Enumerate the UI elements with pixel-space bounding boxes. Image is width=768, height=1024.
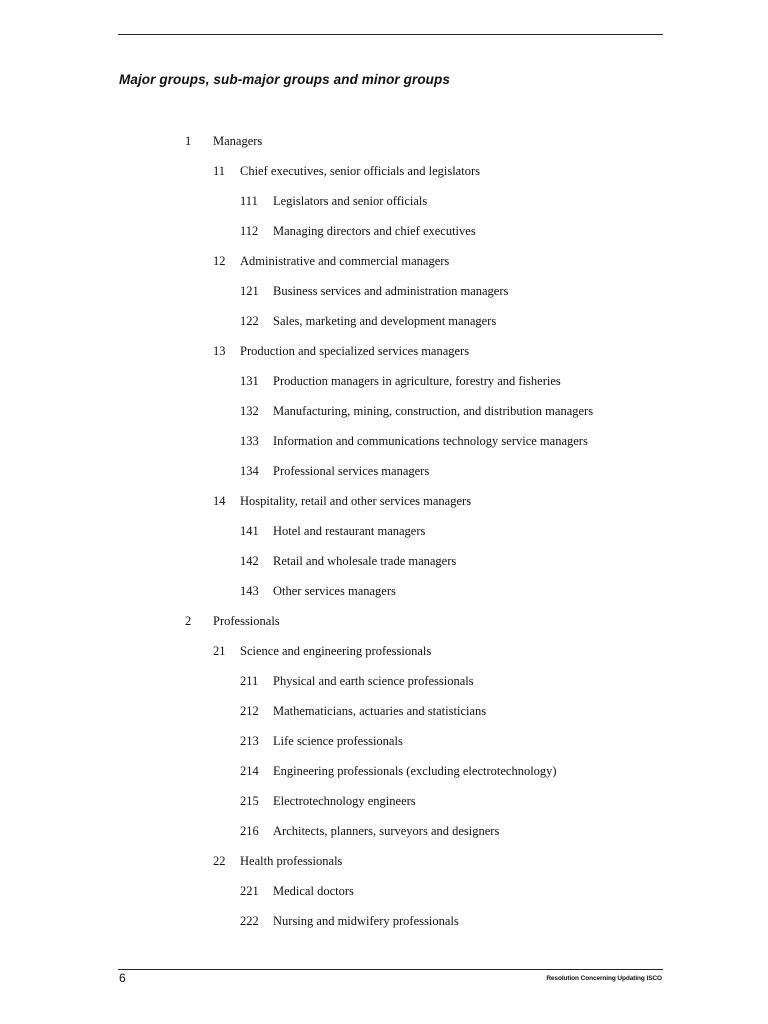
group-label: Professional services managers	[273, 464, 430, 478]
group-code: 112	[240, 224, 259, 238]
group-label: Information and communications technology service managers	[273, 434, 588, 448]
group-code: 216	[240, 824, 259, 838]
group-label: Manufacturing, mining, construction, and distribution managers	[273, 404, 594, 418]
page-number: 6	[119, 971, 126, 985]
group-label: Retail and wholesale trade managers	[273, 554, 457, 568]
group-code: 134	[240, 464, 259, 478]
footer-document-title: Resolution Concerning Updating ISCO	[546, 975, 662, 982]
group-code: 12	[213, 254, 226, 268]
page-title: Major groups, sub-major groups and minor groups	[119, 72, 450, 87]
group-code: 133	[240, 434, 259, 448]
group-code: 221	[240, 884, 259, 898]
group-code: 1	[185, 134, 192, 148]
group-code: 21	[213, 644, 226, 658]
group-code: 122	[240, 314, 259, 328]
group-code: 212	[240, 704, 259, 718]
header-rule	[118, 34, 663, 35]
group-label: Nursing and midwifery professionals	[273, 914, 459, 928]
group-label: Administrative and commercial managers	[240, 254, 450, 268]
group-code: 11	[213, 164, 226, 178]
group-label: Life science professionals	[273, 734, 403, 748]
group-label: Health professionals	[240, 854, 343, 868]
group-label: Business services and administration managers	[273, 284, 509, 298]
group-code: 13	[213, 344, 226, 358]
group-label: Managing directors and chief executives	[273, 224, 476, 238]
group-label: Production managers in agriculture, forestry and fisheries	[273, 374, 561, 388]
group-code: 214	[240, 764, 259, 778]
group-code: 132	[240, 404, 259, 418]
group-label: Architects, planners, surveyors and designers	[273, 824, 500, 838]
group-code: 121	[240, 284, 259, 298]
group-code: 142	[240, 554, 259, 568]
group-code: 22	[213, 854, 226, 868]
group-code: 222	[240, 914, 259, 928]
group-label: Hospitality, retail and other services managers	[240, 494, 472, 508]
group-code: 131	[240, 374, 259, 388]
group-label: Medical doctors	[273, 884, 354, 898]
group-code: 143	[240, 584, 259, 598]
group-label: Hotel and restaurant managers	[273, 524, 426, 538]
group-label: Other services managers	[273, 584, 396, 598]
group-label: Professionals	[213, 614, 280, 628]
group-code: 2	[185, 614, 192, 628]
group-code: 215	[240, 794, 259, 808]
group-label: Legislators and senior officials	[273, 194, 428, 208]
group-label: Production and specialized services managers	[240, 344, 470, 358]
group-code: 14	[213, 494, 226, 508]
group-label: Engineering professionals (excluding electrotechnology)	[273, 764, 557, 778]
group-label: Electrotechnology engineers	[273, 794, 416, 808]
group-code: 141	[240, 524, 259, 538]
group-label: Physical and earth science professionals	[273, 674, 474, 688]
group-label: Sales, marketing and development managers	[273, 314, 497, 328]
group-label: Science and engineering professionals	[240, 644, 432, 658]
group-label: Chief executives, senior officials and legislators	[240, 164, 480, 178]
group-label: Managers	[213, 134, 263, 148]
group-code: 211	[240, 674, 259, 688]
group-label: Mathematicians, actuaries and statisticians	[273, 704, 487, 718]
group-code: 111	[240, 194, 258, 208]
footer-rule	[118, 969, 663, 970]
group-code: 213	[240, 734, 259, 748]
